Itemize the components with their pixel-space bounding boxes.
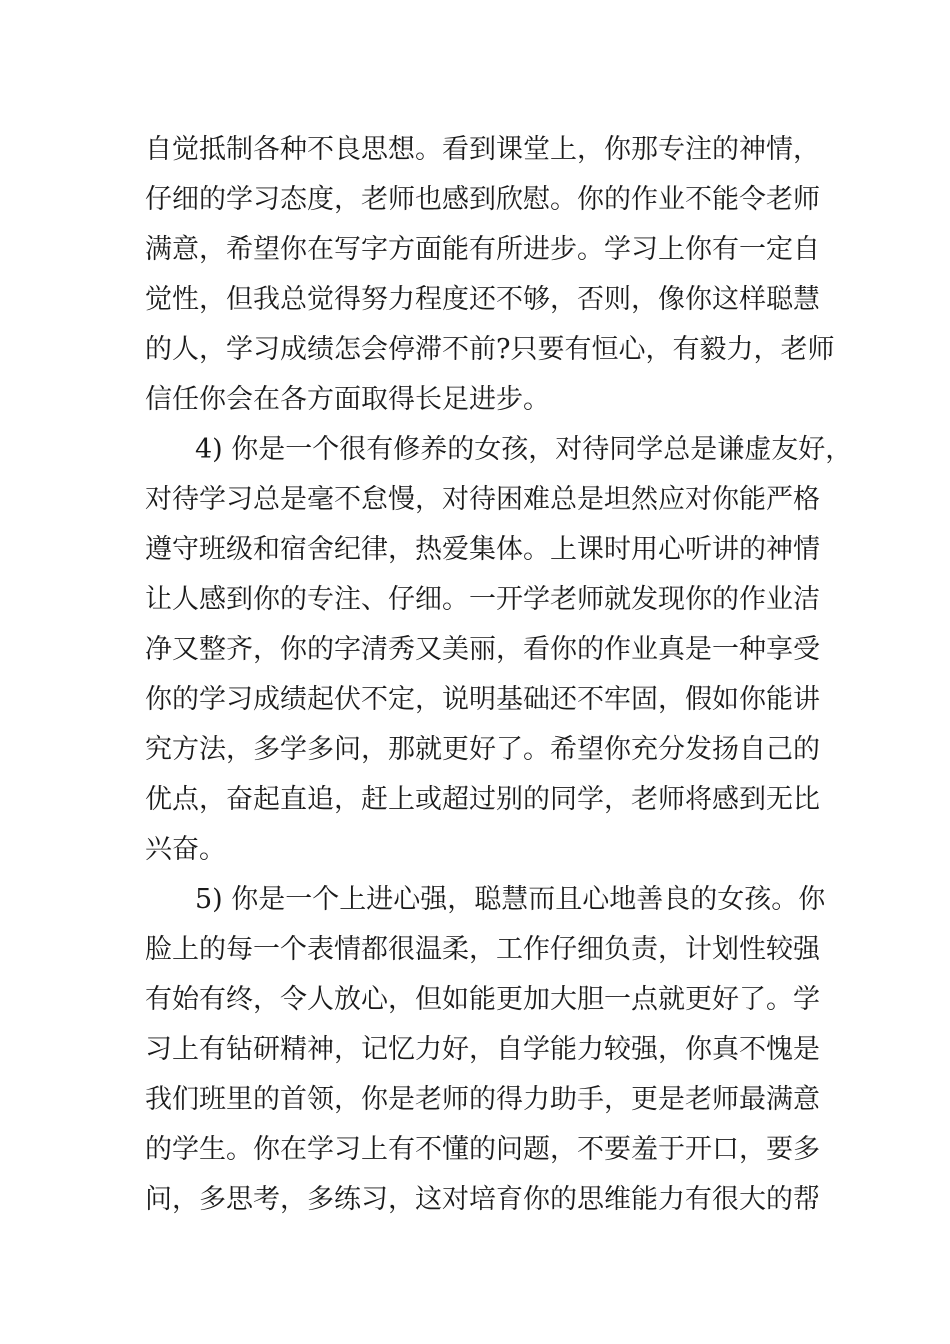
- text-line: 习上有钻研精神，记忆力好，自学能力较强，你真不愧是: [145, 1034, 820, 1065]
- text-line: 我们班里的首领，你是老师的得力助手，更是老师最满意: [145, 1084, 820, 1115]
- document-body: [145, 125, 853, 1225]
- text-line: 觉性，但我总觉得努力程度还不够，否则，像你这样聪慧: [145, 284, 820, 315]
- text-line: 让人感到你的专注、仔细。一开学老师就发现你的作业洁: [145, 584, 820, 615]
- text-line: 满意，希望你在写字方面能有所进步。学习上你有一定自: [145, 234, 820, 265]
- text-line: 信任你会在各方面取得长足进步。: [145, 384, 550, 415]
- text-line: 对待学习总是毫不怠慢，对待困难总是坦然应对你能严格: [145, 484, 820, 515]
- text-line: 兴奋。: [145, 834, 226, 865]
- text-line: 遵守班级和宿舍纪律，热爱集体。上课时用心听讲的神情: [145, 534, 820, 565]
- text-line: 4) 你是一个很有修养的女孩，对待同学总是谦虚友好，: [195, 434, 853, 465]
- text-line: 5) 你是一个上进心强，聪慧而且心地善良的女孩。你: [195, 884, 826, 915]
- text-line: 仔细的学习态度，老师也感到欣慰。你的作业不能令老师: [145, 184, 820, 215]
- text-line: 脸上的每一个表情都很温柔，工作仔细负责，计划性较强: [145, 934, 820, 965]
- text-line: 净又整齐，你的字清秀又美丽，看你的作业真是一种享受: [145, 634, 820, 665]
- text-line: 问，多思考，多练习，这对培育你的思维能力有很大的帮: [145, 1184, 820, 1215]
- text-line: 的学生。你在学习上有不懂的问题，不要羞于开口，要多: [145, 1134, 820, 1165]
- text-line: 究方法，多学多问，那就更好了。希望你充分发扬自己的: [145, 734, 820, 765]
- text-line: 你的学习成绩起伏不定，说明基础还不牢固，假如你能讲: [145, 684, 820, 715]
- text-line: 优点，奋起直追，赶上或超过别的同学，老师将感到无比: [145, 784, 820, 815]
- text-line: 有始有终，令人放心，但如能更加大胆一点就更好了。学: [145, 984, 820, 1015]
- text-line: 的人，学习成绩怎会停滞不前?只要有恒心，有毅力，老师: [145, 334, 835, 365]
- text-line: 自觉抵制各种不良思想。看到课堂上，你那专注的神情，: [145, 134, 820, 165]
